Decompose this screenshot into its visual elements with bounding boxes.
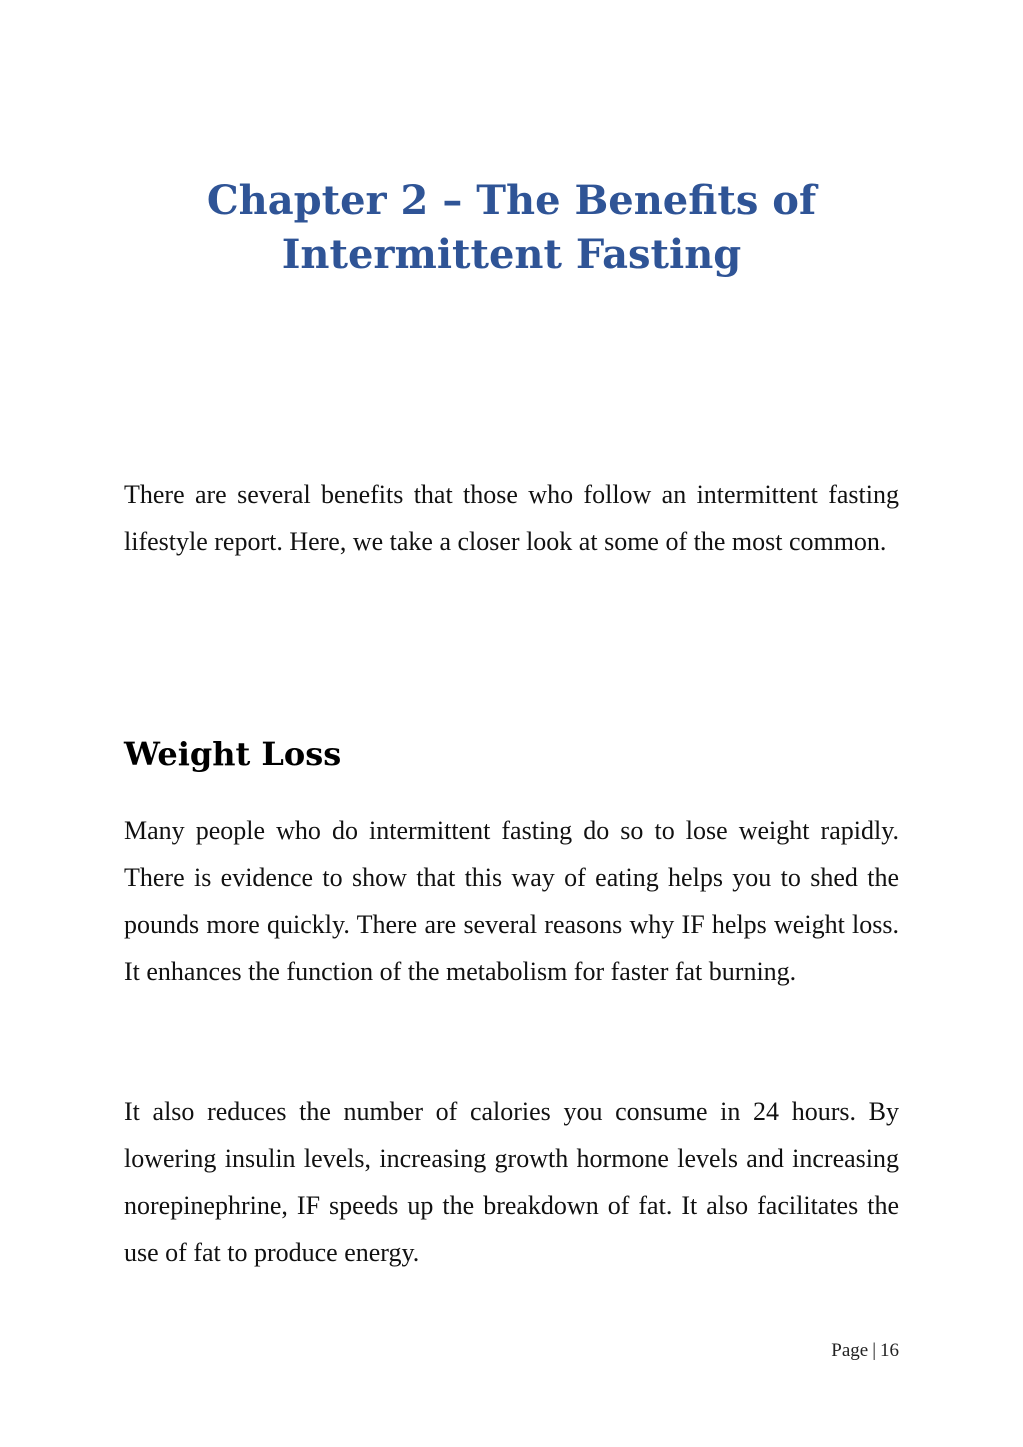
page-number: 16 xyxy=(880,1340,899,1361)
section-heading: Weight Loss xyxy=(124,735,342,773)
intro-paragraph: There are several benefits that those who follow an intermittent fasting lifestyle report. Here, we take a closer look at some of the most common. xyxy=(124,480,899,556)
chapter-title xyxy=(124,174,899,282)
body-paragraph-2: It also reduces the number of calories you consume in 24 hours. By lowering insulin levels, increasing growth hormone levels and increasing norepinephrine, IF speeds up the breakdown of fat. It also facilitates the use of fat to produce energy. xyxy=(124,1097,899,1267)
chapter-title-line-1: Chapter 2 – The Benefits of xyxy=(206,177,817,224)
page-separator: | xyxy=(872,1340,876,1361)
page-label: Page xyxy=(831,1340,869,1361)
chapter-title-line-2: Intermittent Fasting xyxy=(281,231,742,278)
body-paragraph-1: Many people who do intermittent fasting do so to lose weight rapidly. There is evidence to show that this way of eating helps you to shed the pounds more quickly. There are several reasons why IF helps weight loss. It enhances the function of the metabolism for faster fat burning. xyxy=(124,816,899,986)
page-footer xyxy=(831,1339,899,1363)
